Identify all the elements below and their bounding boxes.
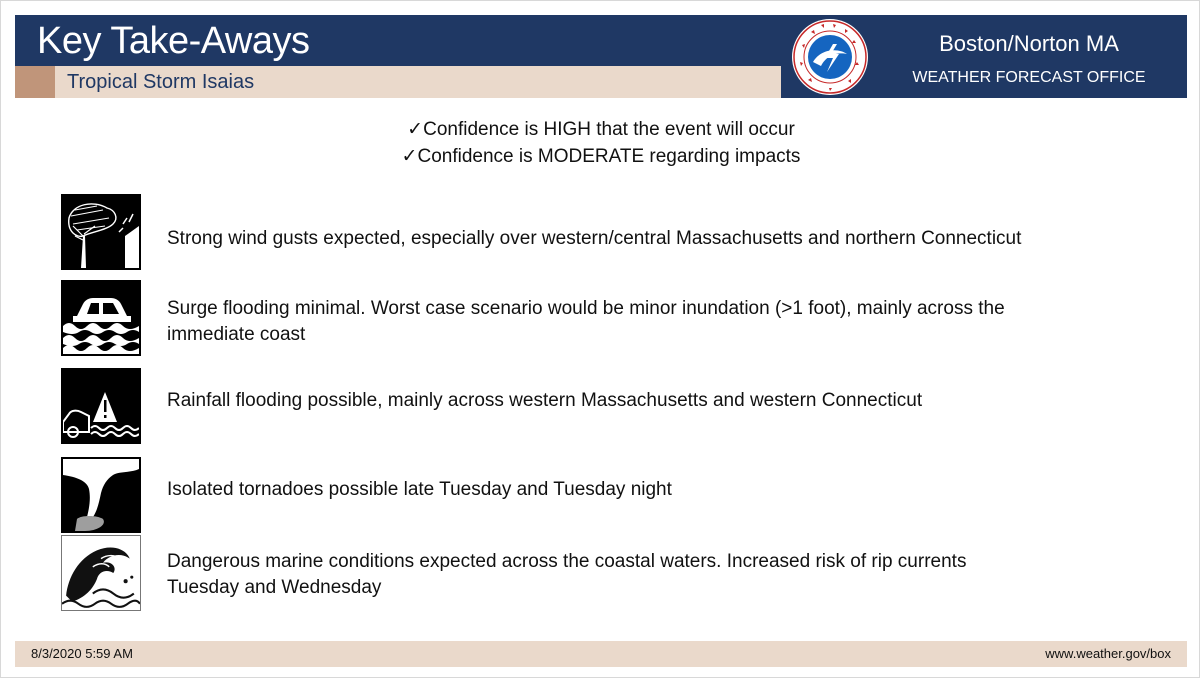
footer-url[interactable]: www.weather.gov/box: [1045, 646, 1171, 661]
wind-tree-icon: [61, 194, 141, 270]
surge-car-icon: [61, 280, 141, 356]
flood-warning-icon: [61, 368, 141, 444]
item-text: Rainfall flooding possible, mainly across western Massachusetts and western Connecticut: [167, 390, 923, 411]
item-text-line1: Dangerous marine conditions expected across the coastal waters. Increased risk of rip currents: [167, 551, 967, 572]
footer-date: 8/3/2020 5:59 AM: [31, 646, 133, 661]
confidence-impacts: ✓Confidence is MODERATE regarding impacts: [401, 146, 801, 167]
item-text-line2: immediate coast: [167, 324, 306, 345]
item-text: Strong wind gusts expected, especially over western/central Massachusetts and northern Connecticut: [167, 228, 1022, 249]
office-name: Boston/Norton MA: [939, 31, 1119, 56]
tornado-icon: [61, 457, 141, 533]
confidence-event: ✓Confidence is HIGH that the event will occur: [407, 119, 795, 140]
item-text: [167, 549, 966, 601]
office-panel: [781, 15, 1187, 98]
item-text: [167, 296, 1005, 348]
subtitle-bar: [15, 66, 781, 98]
page-title: Key Take-Aways: [37, 20, 310, 62]
item-text-line1: Surge flooding minimal. Worst case scenario would be minor inundation (>1 foot), mainly across the: [167, 298, 1005, 319]
item-text-line2: Tuesday and Wednesday: [167, 577, 382, 598]
page-subtitle: Tropical Storm Isaias: [67, 71, 255, 93]
office-type: WEATHER FORECAST OFFICE: [912, 69, 1146, 86]
footer-bar: [15, 641, 1187, 667]
title-bar: [15, 15, 781, 66]
item-text: Isolated tornadoes possible late Tuesday and Tuesday night: [167, 479, 672, 500]
subtitle-accent: [15, 66, 55, 98]
marine-wave-icon: [61, 535, 141, 611]
